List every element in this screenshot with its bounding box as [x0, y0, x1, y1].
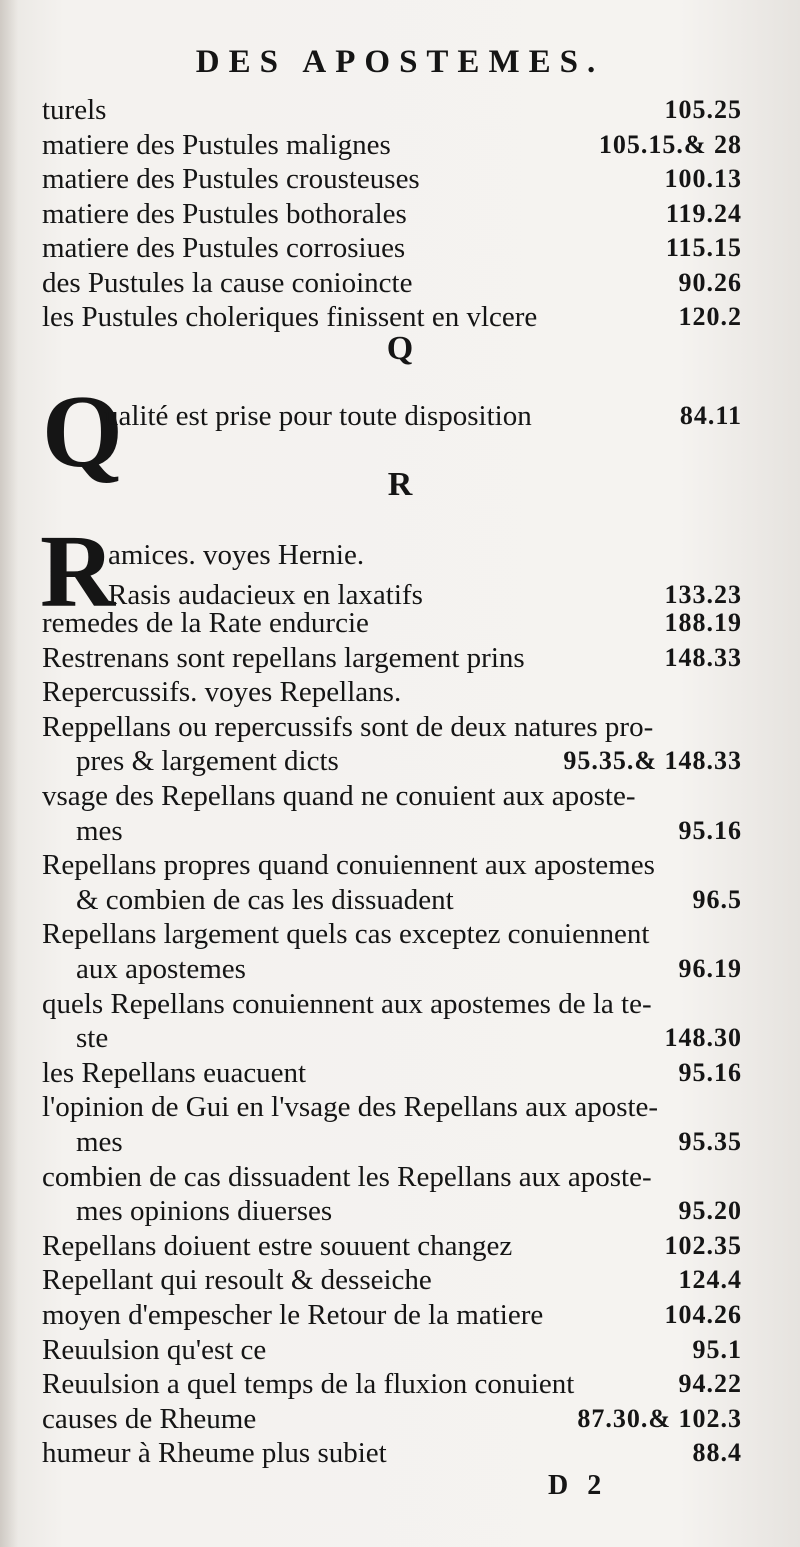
entry-page-ref: 90.26: [678, 267, 742, 297]
entry-page-ref: 133.23: [664, 580, 742, 609]
entry-page-ref: 88.4: [692, 1438, 742, 1468]
entry-text: Repellans largement quels cas exceptez conuiennent: [42, 918, 650, 951]
entry-page-ref: 95.35: [678, 1127, 742, 1156]
entry-text: mes: [76, 814, 123, 847]
entry-page-ref: 100.13: [664, 164, 742, 193]
entry-text: turels: [42, 94, 107, 126]
entry-text: les Pustules choleriques finissent en vlcere: [42, 301, 538, 333]
entry-page-ref: 120.2: [678, 302, 742, 331]
entry-text: matiere des Pustules malignes: [42, 128, 391, 161]
entry-page-ref: 105.15.& 28: [598, 129, 742, 159]
entry-text: aux apostemes: [76, 953, 246, 985]
entry-page-ref: 95.16: [678, 1057, 742, 1087]
index-entry: [0, 1433, 800, 1473]
entry-text: & combien de cas les dissuadent: [76, 883, 454, 916]
entry-page-ref: 148.30: [664, 1023, 742, 1053]
entry-text: humeur à Rheume plus subiet: [42, 1437, 387, 1470]
entry-page-ref: 96.19: [678, 954, 742, 983]
entry-page-ref: 188.19: [664, 608, 742, 637]
dropcap-q: Q: [42, 374, 123, 489]
entry-page-ref: 104.26: [664, 1300, 742, 1329]
entry-page-ref: 148.33: [664, 642, 742, 672]
entry-page-ref: 95.1: [692, 1334, 742, 1364]
entry-page-ref: 95.35.& 148.33: [563, 746, 742, 776]
entry-text: vsage des Repellans quand ne conuient aux aposte-: [42, 780, 636, 812]
entry-text: mes opinions diuerses: [76, 1195, 333, 1228]
entry-page-ref: 119.24: [665, 198, 742, 228]
entry-text: Repellans propres quand conuiennent aux apostemes: [42, 849, 655, 882]
entry-text: matiere des Pustules crousteuses: [42, 163, 420, 195]
entry-page-ref: 87.30.& 102.3: [577, 1403, 742, 1433]
entry-page-ref: 102.35: [664, 1230, 742, 1260]
signature-mark: D 2: [548, 1470, 608, 1501]
entry-text: matiere des Pustules corrosiues: [42, 232, 406, 264]
entry-text: ste: [76, 1022, 109, 1055]
entry-page-ref: 84.11: [679, 401, 742, 430]
entry-page-ref: 124.4: [678, 1265, 742, 1295]
entry-page-ref: 94.22: [678, 1369, 742, 1399]
index-entry-r-first: [0, 535, 800, 575]
entry-text: Repellant qui resoult & desseiche: [42, 1264, 432, 1297]
entry-text: matiere des Pustules bothorales: [42, 197, 407, 230]
entry-page-ref: 96.5: [692, 884, 742, 914]
entry-page-ref: 95.16: [678, 815, 742, 845]
entry-page-ref: 115.15: [665, 233, 742, 262]
entry-text: quels Repellans conuiennent aux apostemes de la te-: [42, 987, 652, 1020]
section-heading-q: Q: [386, 330, 414, 367]
index-entry-q: [0, 396, 800, 436]
entry-text: Rasis audacieux en laxatifs: [108, 579, 423, 611]
entry-text: pres & largement dicts: [76, 745, 339, 778]
section-heading-r: R: [387, 466, 413, 503]
entry-text: Reuulsion a quel temps de la fluxion conuient: [42, 1368, 575, 1401]
entry-text: causes de Rheume: [42, 1402, 257, 1435]
entry-page-ref: 95.20: [678, 1196, 742, 1226]
dropcap-r: R: [40, 514, 116, 629]
entry-text: combien de cas dissuadent les Repellans aux aposte-: [42, 1160, 652, 1193]
entry-text: moyen d'empescher le Retour de la matiere: [42, 1299, 544, 1331]
entry-text: les Repellans euacuent: [42, 1056, 307, 1089]
entry-text: mes: [76, 1126, 123, 1158]
entry-text: Reuulsion qu'est ce: [42, 1333, 267, 1366]
entry-text: Restrenans sont repellans largement prins: [42, 641, 525, 674]
entry-text: Repercussifs. voyes Repellans.: [42, 676, 402, 709]
entry-text: amices. voyes Hernie.: [108, 539, 365, 571]
entry-text: ualité est prise pour toute disposition: [104, 400, 532, 432]
entry-text: Repellans doiuent estre souuent changez: [42, 1229, 513, 1262]
entry-text: l'opinion de Gui en l'vsage des Repellans aux aposte-: [42, 1091, 659, 1124]
entry-text: des Pustules la cause conioincte: [42, 266, 413, 299]
entry-text: remedes de la Rate endurcie: [42, 607, 369, 639]
entry-page-ref: 105.25: [664, 95, 742, 124]
entry-text: Reppellans ou repercussifs sont de deux natures pro-: [42, 710, 654, 743]
running-title: DES APOSTEMES.: [195, 44, 605, 80]
